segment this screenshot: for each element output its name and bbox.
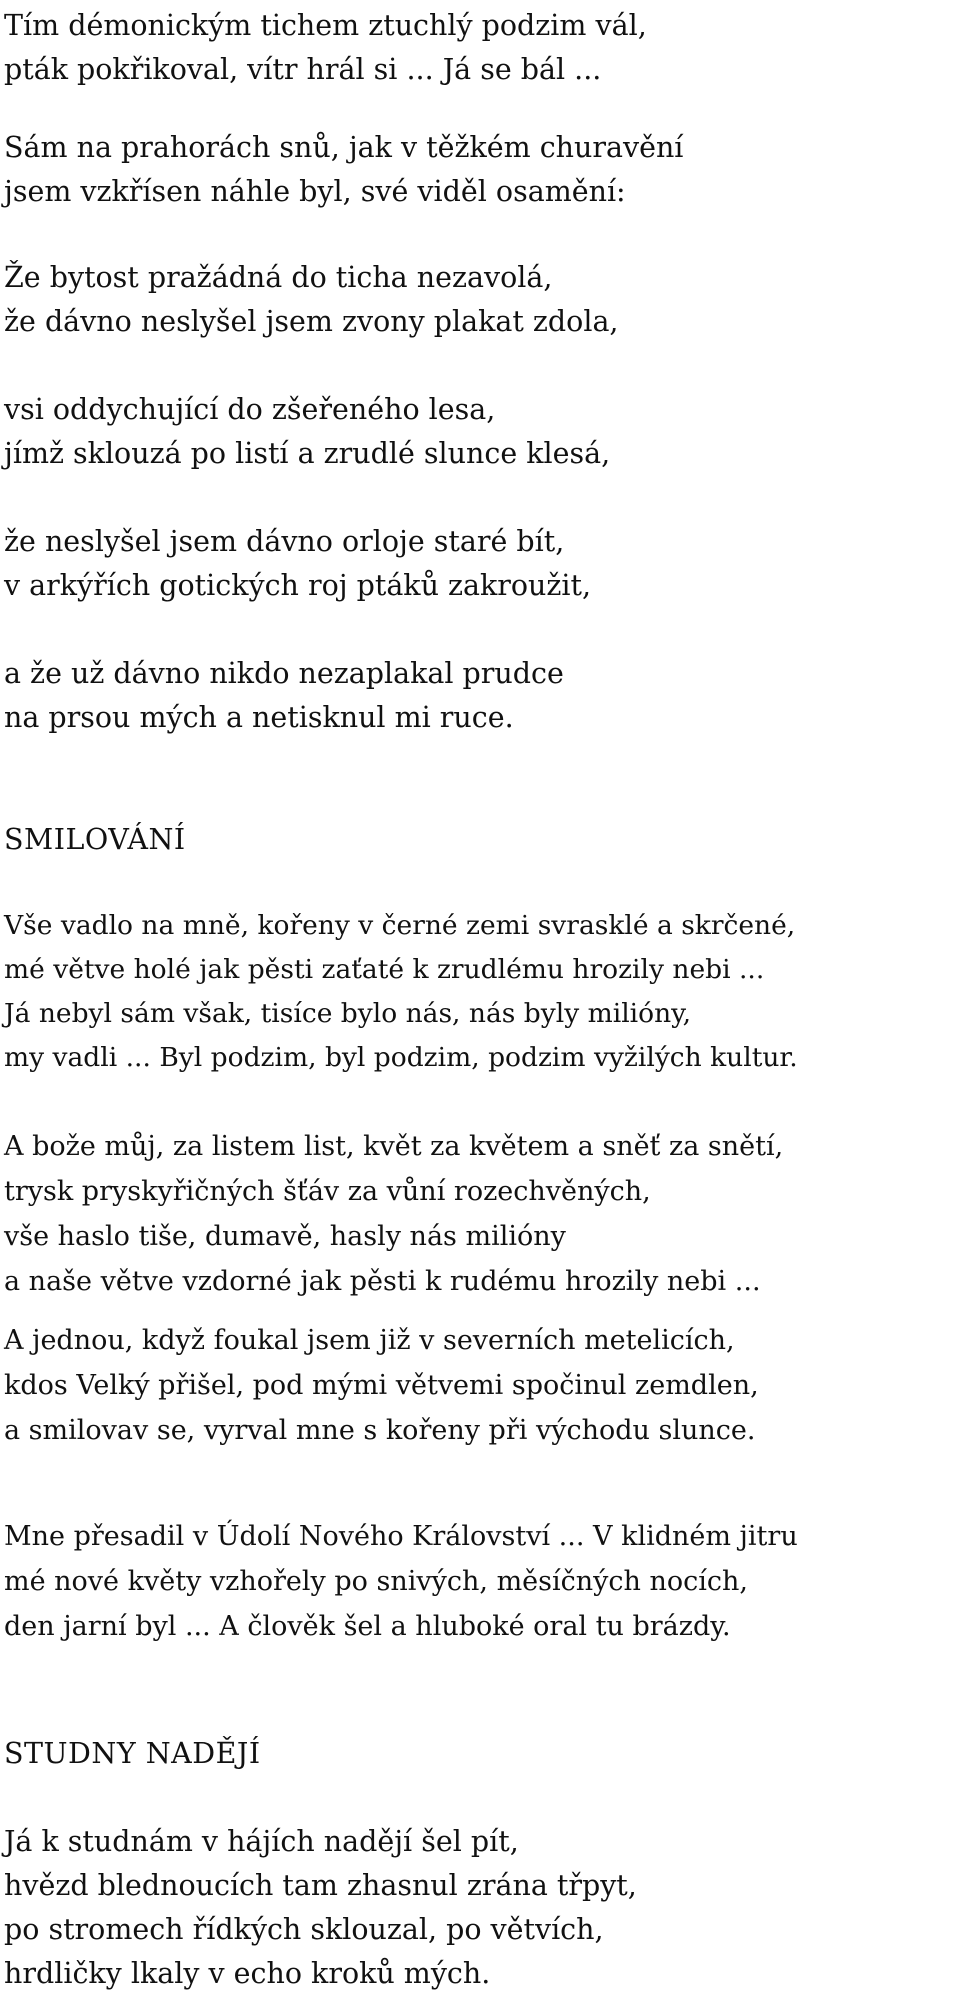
poem-line: Že bytost pražádná do ticha nezavolá, [4, 261, 553, 294]
poem2-stanza-2 [4, 1124, 783, 1304]
poem-line: že dávno neslyšel jsem zvony plakat zdola, [4, 305, 619, 338]
poem2-title: SMILOVÁNÍ [4, 823, 186, 856]
poem1-stanza-6 [4, 652, 564, 740]
poem3-stanza-1 [4, 1820, 637, 1996]
poem1-stanza-1 [4, 4, 647, 92]
poem-line: hvězd blednoucích tam zhasnul zrána třpyt, [4, 1869, 637, 1902]
poem-line: Mne přesadil v Údolí Nového Království ... V klidném jitru [4, 1521, 798, 1552]
poem-line: Sám na prahorách snů, jak v těžkém churavění [4, 131, 684, 164]
poem-line: mé větve holé jak pěsti zaťaté k zrudlému hrozily nebi ... [4, 954, 765, 985]
poem2-stanza-4 [4, 1514, 798, 1649]
poem1-stanza-2 [4, 126, 683, 214]
poem-line: na prsou mých a netisknul mi ruce. [4, 701, 514, 734]
poem-line: a naše větve vzdorné jak pěsti k rudému hrozily nebi ... [4, 1266, 761, 1297]
poem-line: Tím démonickým tichem ztuchlý podzim vál, [4, 9, 647, 42]
poem-line: Já nebyl sám však, tisíce bylo nás, nás byly milióny, [4, 998, 692, 1029]
poem2-stanza-3 [4, 1318, 759, 1453]
poem-line: den jarní byl ... A člověk šel a hluboké oral tu brázdy. [4, 1611, 731, 1642]
poem-line: v arkýřích gotických roj ptáků zakroužit, [4, 569, 592, 602]
poem2-stanza-1 [4, 904, 798, 1080]
poem3-title: STUDNY NADĚJÍ [4, 1737, 261, 1770]
poem-line: my vadli ... Byl podzim, byl podzim, podzim vyžilých kultur. [4, 1042, 798, 1073]
poem-line: hrdličky lkaly v echo kroků mých. [4, 1957, 491, 1990]
poem1-stanza-3 [4, 256, 619, 344]
poem-line: kdos Velký přišel, pod mými větvemi spočinul zemdlen, [4, 1370, 759, 1401]
poem1-stanza-4 [4, 388, 610, 476]
poem-line: mé nové květy vzhořely po snivých, měsíčných nocích, [4, 1566, 748, 1597]
poem-line: Vše vadlo na mně, kořeny v černé zemi svrasklé a skrčené, [4, 910, 796, 941]
poem1-stanza-5 [4, 520, 591, 608]
poem-line: vše haslo tiše, dumavě, hasly nás milióny [4, 1221, 566, 1252]
poem-line: trysk pryskyřičných šťáv za vůní rozechvěných, [4, 1176, 651, 1207]
poem-line: že neslyšel jsem dávno orloje staré bít, [4, 525, 565, 558]
poem-line: jsem vzkřísen náhle byl, své viděl osamění: [4, 175, 626, 208]
poem-line: a že už dávno nikdo nezaplakal prudce [4, 657, 564, 690]
poem-line: jímž sklouzá po listí a zrudlé slunce klesá, [4, 437, 611, 470]
poem-line: A jednou, když foukal jsem již v severních metelicích, [4, 1325, 735, 1356]
poem-line: Já k studnám v hájích nadějí šel pít, [4, 1825, 519, 1858]
poem-line: po stromech řídkých sklouzal, po větvích, [4, 1913, 604, 1946]
poem-line: A bože můj, za listem list, květ za květem a sněť za snětí, [4, 1131, 784, 1162]
poem-line: vsi oddychující do zšeřeného lesa, [4, 393, 496, 426]
poem-line: a smilovav se, vyrval mne s kořeny při východu slunce. [4, 1415, 756, 1446]
poem-line: pták pokřikoval, vítr hrál si ... Já se bál ... [4, 53, 602, 86]
